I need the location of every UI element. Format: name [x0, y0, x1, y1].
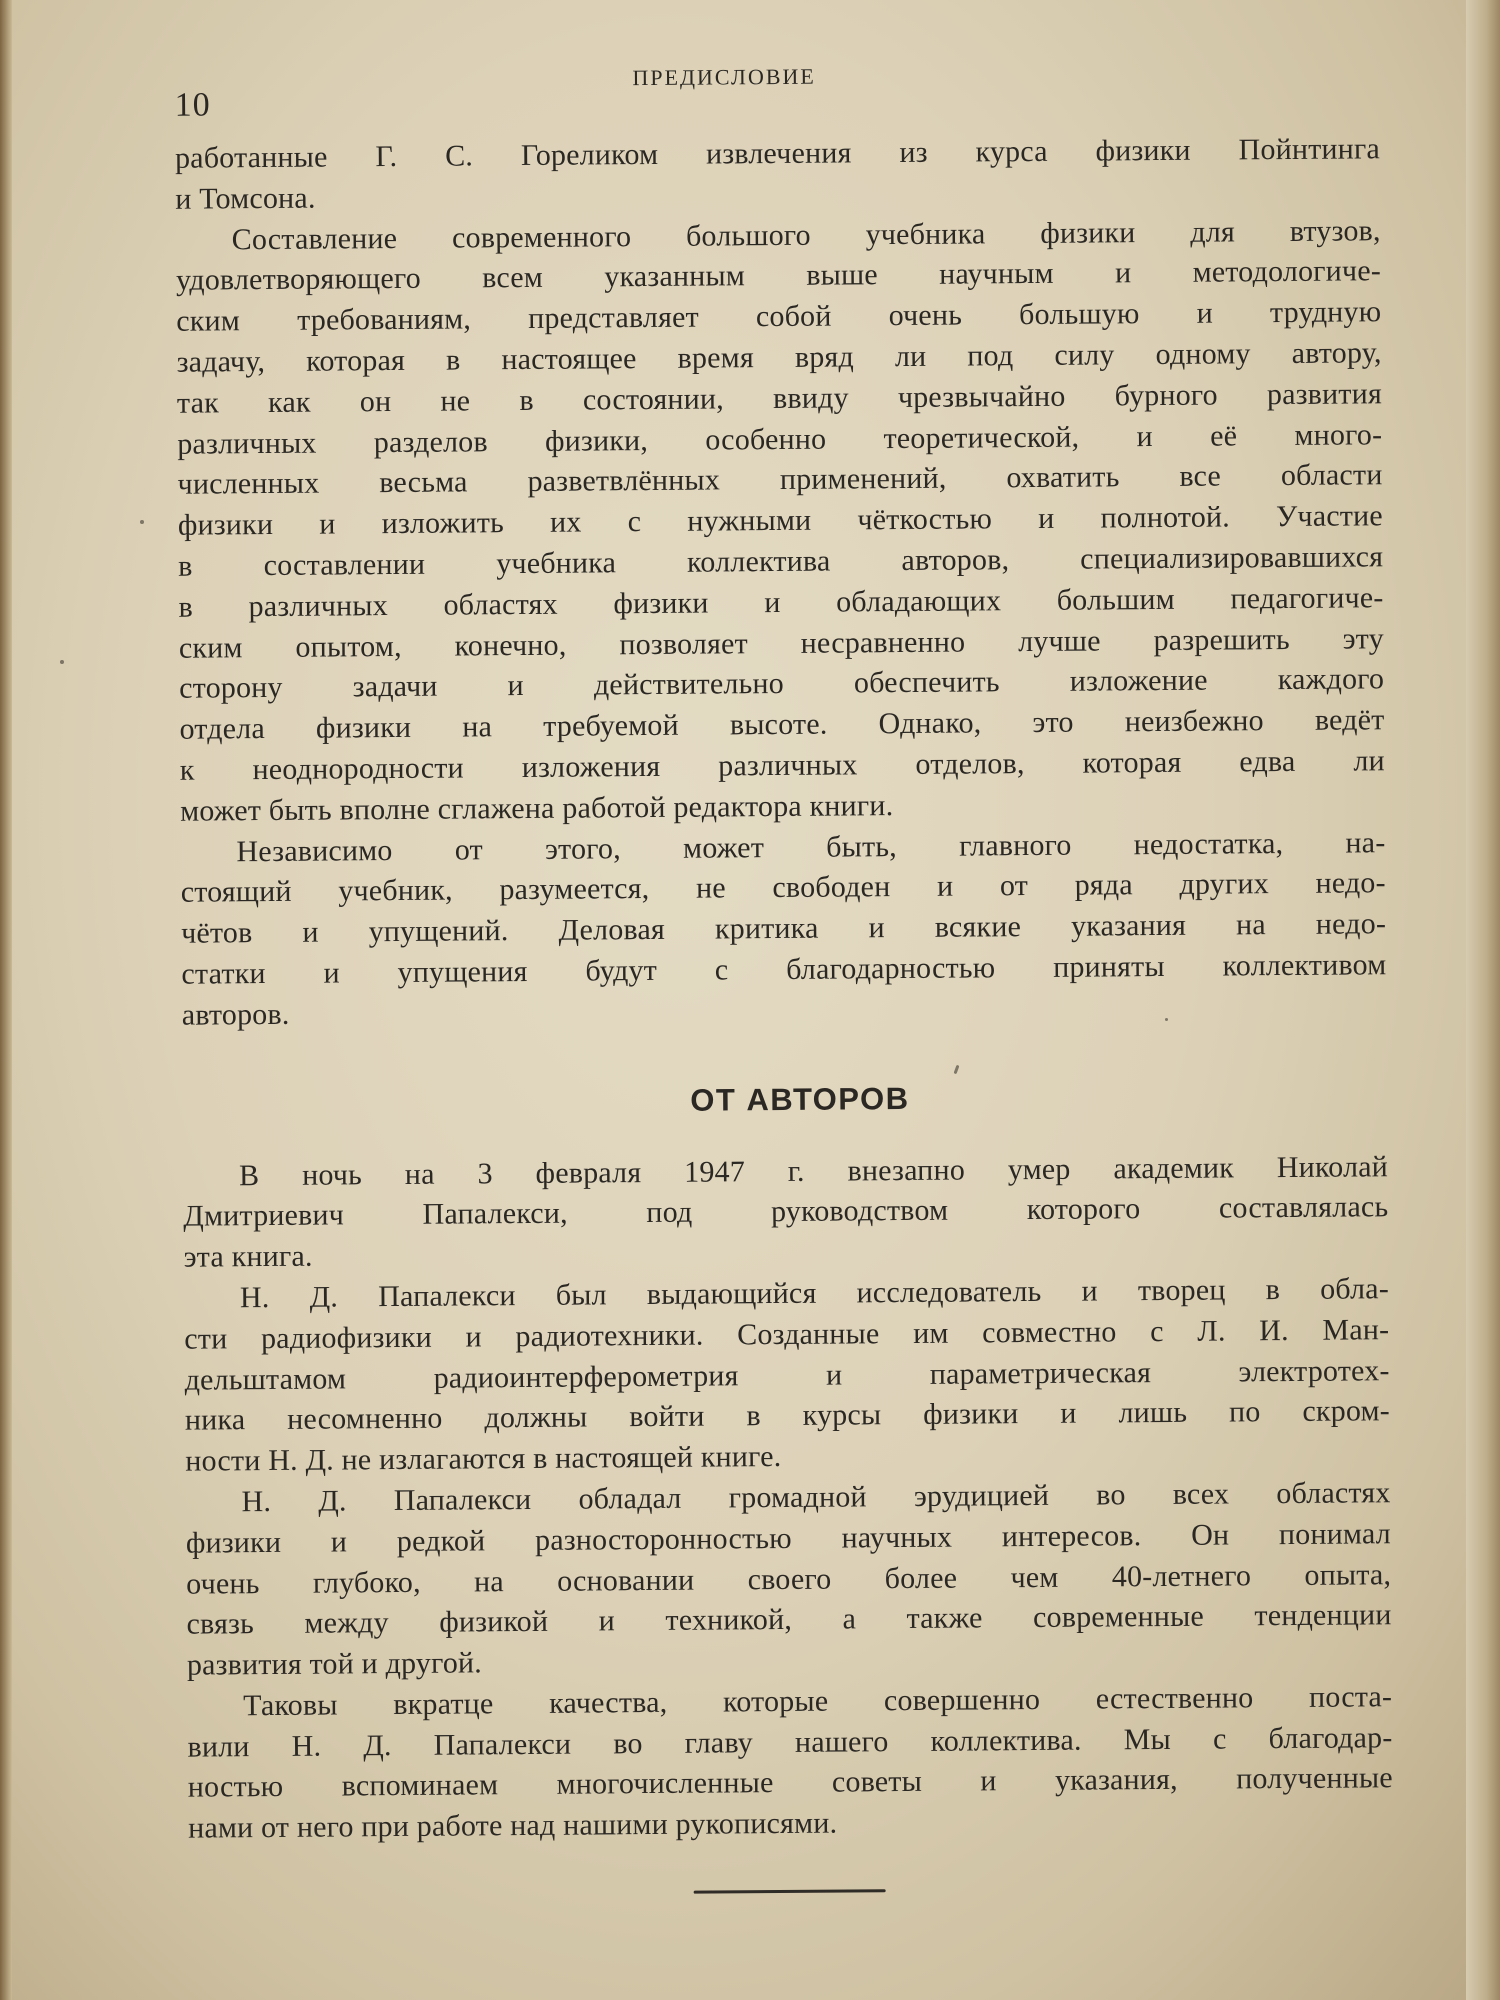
text-line: сти радиофизики и радиотехники. Созданные им совместно с Л. И. Ман-	[184, 1312, 1390, 1356]
authors-paragraph-1	[183, 1147, 1389, 1279]
text-line: нами от него при работе над нашими рукописями.	[188, 1806, 838, 1845]
authors-paragraph-3	[185, 1473, 1392, 1686]
text-line: Н. Д. Папалекси был выдающийся исследователь и творец в обла-	[239, 1272, 1390, 1315]
text-line: вили Н. Д. Папалекси во главу нашего коллектива. Мы с благодар-	[187, 1720, 1393, 1764]
text-line: в различных областях физики и обладающих большим педагогиче-	[178, 581, 1384, 624]
text-line: работанные Г. С. Гореликом извлечения из курса физики Пойнтинга	[174, 132, 1381, 175]
section-heading: ОТ АВТОРОВ	[690, 1080, 910, 1118]
text-line: сторону задачи и действительно обеспечить изложение каждого	[179, 662, 1385, 706]
preface-paragraph-3	[180, 823, 1387, 1036]
text-line: в составлении учебника коллектива авторов, специализировавшихся	[178, 540, 1384, 583]
text-line: Дмитриевич Папалекси, под руководством которого составлялась	[183, 1190, 1389, 1234]
text-line: чётов и упущений. Деловая критика и всякие указания на недо-	[180, 907, 1387, 950]
text-line: авторов.	[181, 997, 290, 1032]
text-line: физики и редкой разносторонностью научных интересов. Он понимал	[185, 1516, 1391, 1560]
text-line: численных весьма разветвлённых применений, охватить все области	[177, 458, 1383, 502]
preface-paragraph-1	[175, 129, 1381, 220]
text-line: дельштамом радиоинтерферометрия и параметрическая электротех-	[184, 1353, 1390, 1397]
text-line: очень глубоко, на основании своего более чем 40-летнего опыта,	[186, 1557, 1392, 1601]
text-line: к неоднородности изложения различных отделов, которая едва ли	[179, 744, 1385, 787]
text-line: Таковы вкратце качества, которые совершенно естественно поста-	[243, 1680, 1393, 1723]
text-line: ника несомненно должны войти в курсы физики и лишь по скром-	[184, 1394, 1391, 1437]
running-head-title: ПРЕДИСЛОВИЕ	[632, 63, 816, 91]
text-line: стоящий учебник, разумеется, не свободен и от ряда других недо-	[180, 866, 1386, 910]
text-line: статки и упущения будут с благодарностью приняты коллективом	[181, 948, 1387, 991]
page-number: 10	[174, 86, 211, 124]
text-line: ности Н. Д. не излагаются в настоящей книге.	[185, 1440, 782, 1478]
text-line: может быть вполне сглажена работой редактора книги.	[180, 788, 894, 828]
text-line: физики и изложить их с нужными чёткостью и полнотой. Участие	[177, 499, 1384, 542]
preface-paragraph-2	[176, 211, 1386, 832]
text-line: ностью вспоминаем многочисленные советы и указания, полученные	[187, 1761, 1393, 1805]
text-line: различных разделов физики, особенно теоретической, и её много-	[177, 417, 1383, 461]
text-line: Независимо от этого, может быть, главного недостатка, на-	[236, 825, 1386, 868]
paper-speck	[1165, 1018, 1168, 1021]
end-rule	[694, 1889, 886, 1894]
text-line: и Томсона.	[175, 181, 316, 216]
text-line: отдела физики на требуемой высоте. Однако, это неизбежно ведёт	[179, 703, 1385, 746]
book-spine-shadow	[0, 0, 12, 2000]
text-line: Составление современного большого учебника физики для втузов,	[231, 213, 1381, 256]
text-line: развития той и другой.	[186, 1646, 483, 1682]
authors-paragraph-2	[184, 1269, 1391, 1482]
page-edge-stack	[1466, 0, 1500, 2000]
authors-paragraph-4	[187, 1677, 1393, 1850]
running-head	[174, 47, 1379, 124]
book-page	[174, 47, 1394, 1956]
text-line: ским требованиям, представляет собой очень большую и трудную	[176, 295, 1382, 338]
paper-speck	[140, 520, 144, 524]
body-text	[175, 129, 1393, 1849]
text-line: удовлетворяющего всем указанным выше научным и методологиче-	[175, 254, 1382, 298]
text-line: задачу, которая в настоящее время вряд ли под силу одному автору,	[176, 336, 1382, 379]
text-line: В ночь на 3 февраля 1947 г. внезапно умер академик Николай	[238, 1149, 1389, 1192]
text-line: Н. Д. Папалекси обладал громадной эрудицией во всех областях	[241, 1476, 1391, 1519]
text-line: так как он не в состоянии, ввиду чрезвычайно бурного развития	[176, 377, 1383, 420]
text-line: ским опытом, конечно, позволяет несравненно лучше разрешить эту	[178, 621, 1384, 665]
paper-speck	[60, 660, 64, 664]
text-line: связь между физикой и техникой, а также современные тенденции	[186, 1598, 1392, 1641]
text-line: эта книга.	[183, 1239, 313, 1274]
